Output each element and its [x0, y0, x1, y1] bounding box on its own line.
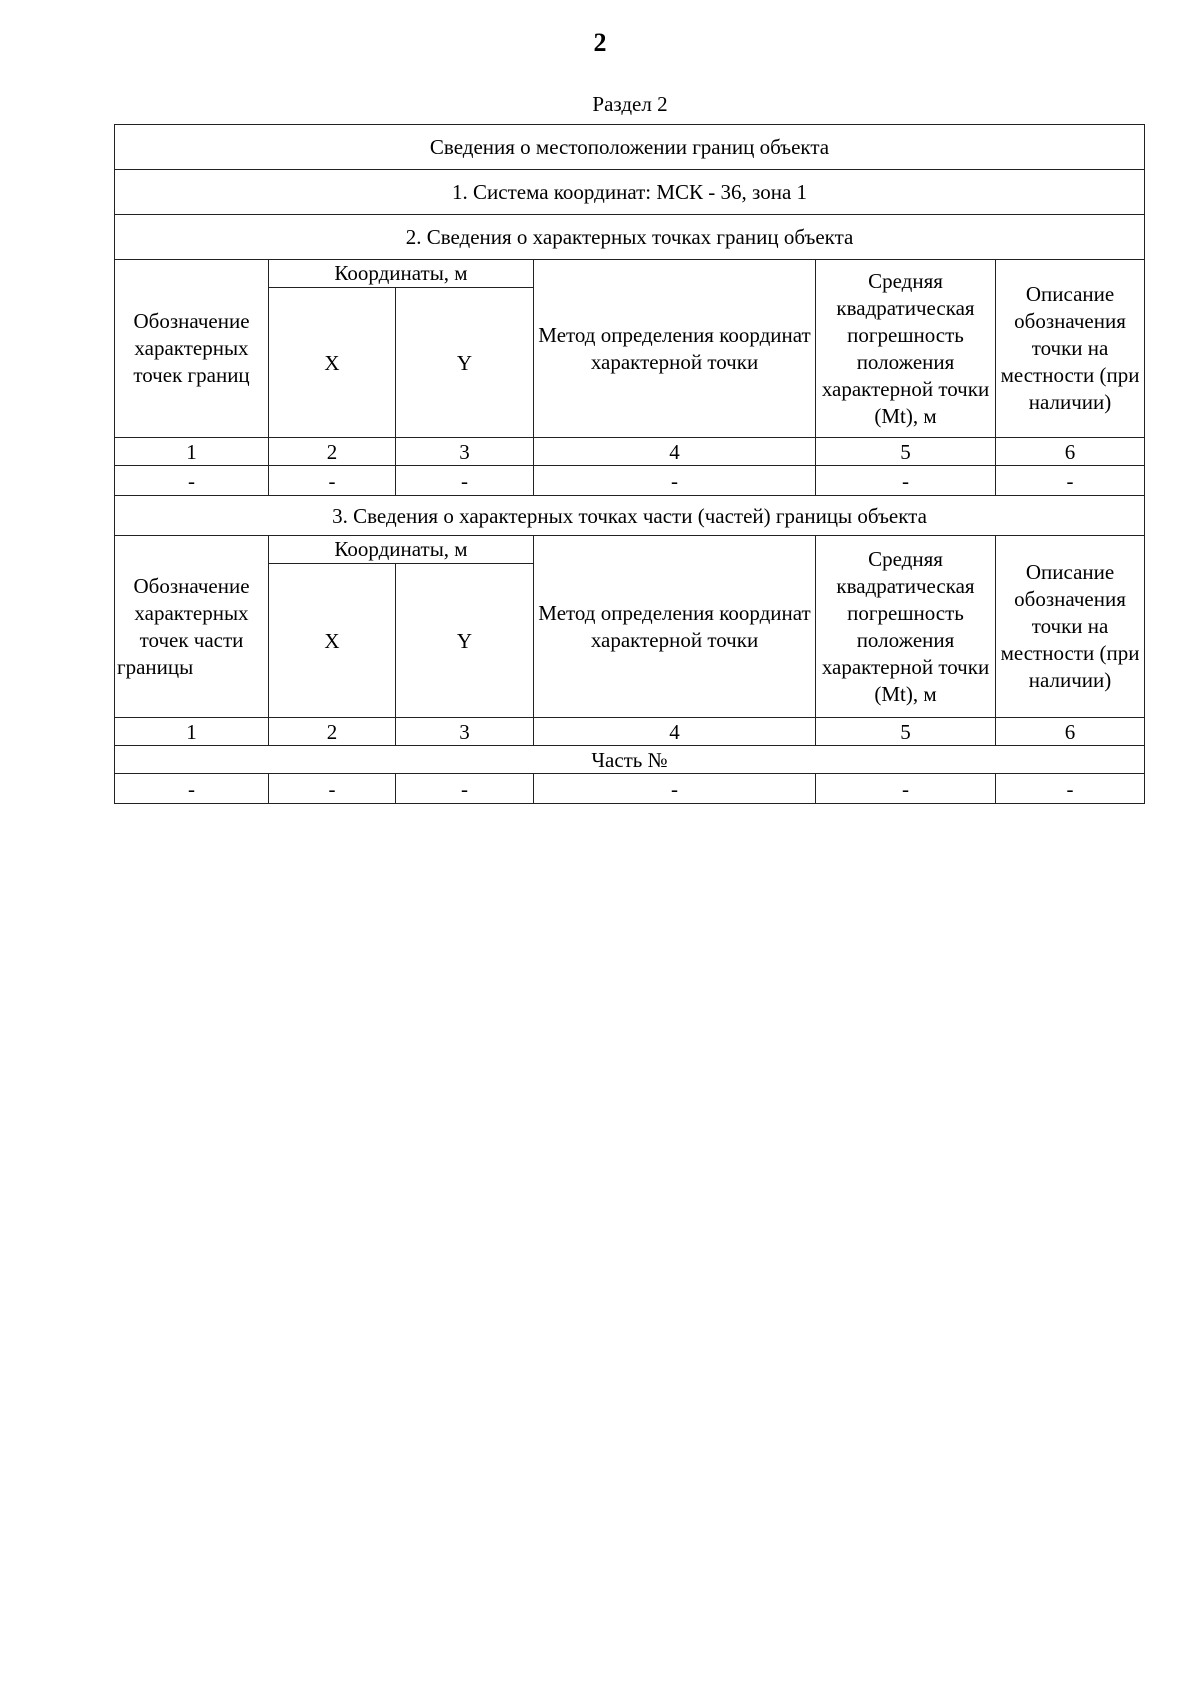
block2-col-error: Средняя квадратическая погрешность положения характерной точки (Mt), м	[816, 260, 996, 438]
block3-col-number: 1	[115, 718, 269, 746]
block3-col-number: 4	[534, 718, 816, 746]
block2-col-y: Y	[396, 288, 534, 438]
block2-col-number: 4	[534, 438, 816, 466]
boundaries-table	[114, 124, 1145, 804]
block3-col-number: 2	[269, 718, 396, 746]
block2-cell: -	[396, 466, 534, 496]
block3-col-x: X	[269, 564, 396, 718]
block2-col-x: X	[269, 288, 396, 438]
section-label: Раздел 2	[592, 92, 668, 116]
block2-cell: -	[115, 466, 269, 496]
block3-col-number: 3	[396, 718, 534, 746]
block2-cell: -	[534, 466, 816, 496]
block3-col-number: 5	[816, 718, 996, 746]
block3-cell: -	[115, 774, 269, 804]
block3-col-error: Средняя квадратическая погрешность положения характерной точки (Mt), м	[816, 536, 996, 718]
table-title: Сведения о местоположении границ объекта	[115, 125, 1145, 170]
block3-col-method: Метод определения координат характерной точки	[534, 536, 816, 718]
block3-heading: 3. Сведения о характерных точках части (частей) границы объекта	[115, 496, 1145, 536]
block2-col-number: 2	[269, 438, 396, 466]
block2-cell: -	[269, 466, 396, 496]
block3-col-y: Y	[396, 564, 534, 718]
block3-col-number: 6	[996, 718, 1145, 746]
block3-col-coordinates: Координаты, м	[269, 536, 534, 564]
block2-col-number: 3	[396, 438, 534, 466]
block2-col-number: 6	[996, 438, 1145, 466]
block2-col-method: Метод определения координат характерной точки	[534, 260, 816, 438]
block2-cell: -	[816, 466, 996, 496]
coord-system: 1. Система координат: МСК - 36, зона 1	[115, 170, 1145, 215]
block3-col-designation: Обозначение характерных точек части границы	[115, 536, 269, 718]
block3-part-label: Часть №	[115, 746, 1145, 774]
block3-cell: -	[816, 774, 996, 804]
block3-cell: -	[996, 774, 1145, 804]
block2-col-number: 1	[115, 438, 269, 466]
block2-cell: -	[996, 466, 1145, 496]
block2-col-description: Описание обозначения точки на местности (при наличии)	[996, 260, 1145, 438]
block3-cell: -	[269, 774, 396, 804]
block3-col-description: Описание обозначения точки на местности (при наличии)	[996, 536, 1145, 718]
block2-heading: 2. Сведения о характерных точках границ объекта	[115, 215, 1145, 260]
block2-col-coordinates: Координаты, м	[269, 260, 534, 288]
block3-cell: -	[396, 774, 534, 804]
page-number: 2	[593, 28, 607, 57]
block2-col-designation: Обозначение характерных точек границ	[115, 260, 269, 438]
block2-col-number: 5	[816, 438, 996, 466]
block3-cell: -	[534, 774, 816, 804]
